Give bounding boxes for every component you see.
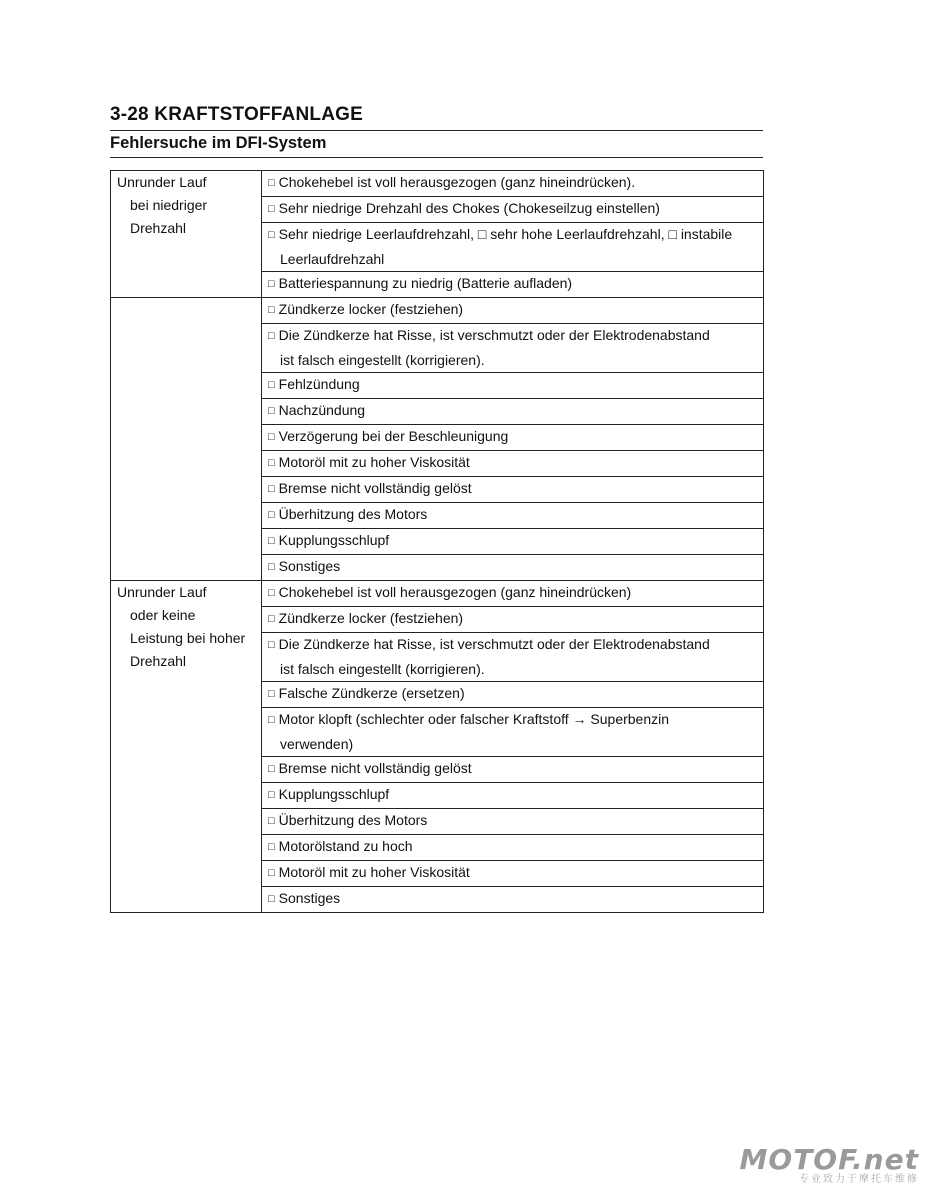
cause-cell — [262, 682, 764, 708]
checkbox-icon: □ — [268, 177, 275, 189]
cause-text: Motor klopft (schlechter oder falscher Kraftstoff → Superbenzin — [278, 711, 670, 727]
symptom-text: Unrunder Lauf — [117, 584, 207, 600]
cause-text: Bremse nicht vollständig gelöst — [278, 480, 472, 496]
checkbox-icon: □ — [268, 587, 275, 599]
checkbox-icon: □ — [268, 561, 275, 573]
cause-text: Motoröl mit zu hoher Viskosität — [278, 864, 470, 880]
checkbox-icon: □ — [268, 789, 275, 801]
cause-cell — [262, 451, 764, 477]
cause-cell — [262, 272, 764, 298]
table-row — [111, 171, 764, 197]
cause-text: Zündkerze locker (festziehen) — [278, 610, 464, 626]
cause-text: Falsche Zündkerze (ersetzen) — [278, 685, 465, 701]
symptom-text: Drehzahl — [130, 653, 187, 669]
cause-text: Die Zündkerze hat Risse, ist verschmutzt oder der Elektrodenabstand — [278, 636, 710, 652]
cause-cell — [262, 757, 764, 783]
cause-cell — [262, 503, 764, 529]
checkbox-icon: □ — [268, 379, 275, 391]
checkbox-icon: □ — [268, 330, 275, 342]
cause-cell — [262, 783, 764, 809]
cause-cell — [262, 581, 764, 607]
checkbox-icon: □ — [268, 763, 275, 775]
cause-cell — [262, 197, 764, 223]
cause-text: Sonstiges — [278, 558, 341, 574]
cause-text: Motoröl mit zu hoher Viskosität — [278, 454, 470, 470]
checkbox-icon: □ — [268, 535, 275, 547]
checkbox-icon: □ — [268, 457, 275, 469]
cause-text: Sonstiges — [278, 890, 341, 906]
page-title: 3-28 KRAFTSTOFFANLAGE — [110, 104, 763, 131]
cause-cell — [262, 835, 764, 861]
checkbox-icon: □ — [268, 867, 275, 879]
cause-cell — [262, 324, 764, 373]
troubleshooting-table — [110, 170, 764, 913]
checkbox-icon: □ — [268, 613, 275, 625]
table-row — [111, 298, 764, 324]
watermark — [739, 1143, 919, 1186]
checkbox-icon: □ — [268, 304, 275, 316]
cause-text: Bremse nicht vollständig gelöst — [278, 760, 472, 776]
cause-cell — [262, 399, 764, 425]
symptom-text: oder keine — [130, 607, 196, 623]
watermark-logo: MOTOF.net — [739, 1143, 919, 1176]
symptom-text: Leistung bei hoher — [130, 630, 246, 646]
cause-text: Batteriespannung zu niedrig (Batterie aufladen) — [278, 275, 573, 291]
cause-text: Sehr niedrige Leerlaufdrehzahl, □ sehr hohe Leerlaufdrehzahl, □ instabile — [278, 226, 733, 242]
checkbox-icon: □ — [268, 278, 275, 290]
cause-cell — [262, 171, 764, 197]
checkbox-icon: □ — [268, 431, 275, 443]
symptom-text: Unrunder Lauf — [117, 174, 207, 190]
table-row — [111, 581, 764, 607]
cause-text: Sehr niedrige Drehzahl des Chokes (Chokeseilzug einstellen) — [278, 200, 660, 216]
checkbox-icon: □ — [268, 483, 275, 495]
cause-text: Chokehebel ist voll herausgezogen (ganz hineindrücken). — [278, 174, 636, 190]
checkbox-icon: □ — [268, 203, 275, 215]
section-title: Fehlersuche im DFI-System — [110, 134, 763, 158]
cause-text: Nachzündung — [278, 402, 366, 418]
cause-cell — [262, 223, 764, 272]
cause-text: Zündkerze locker (festziehen) — [278, 301, 464, 317]
checkbox-icon: □ — [268, 639, 275, 651]
cause-cell — [262, 809, 764, 835]
cause-cell — [262, 555, 764, 581]
cause-text: Kupplungsschlupf — [278, 532, 390, 548]
checkbox-icon: □ — [268, 688, 275, 700]
cause-cell — [262, 425, 764, 451]
cause-text: Chokehebel ist voll herausgezogen (ganz hineindrücken) — [278, 584, 632, 600]
symptom-text: bei niedriger — [130, 197, 208, 213]
cause-text: Motorölstand zu hoch — [278, 838, 413, 854]
cause-cell — [262, 298, 764, 324]
cause-cell — [262, 529, 764, 555]
symptom-cell — [111, 581, 262, 913]
checkbox-icon: □ — [268, 893, 275, 905]
checkbox-icon: □ — [268, 714, 275, 726]
cause-cell — [262, 633, 764, 682]
cause-text: Fehlzündung — [278, 376, 360, 392]
cause-cell — [262, 607, 764, 633]
cause-cell — [262, 477, 764, 503]
checkbox-icon: □ — [268, 229, 275, 241]
cause-cell — [262, 373, 764, 399]
watermark-subtitle: 专业致力于摩托车维修 — [799, 1174, 919, 1185]
checkbox-icon: □ — [268, 509, 275, 521]
symptom-text: Drehzahl — [130, 220, 187, 236]
cause-text: Leerlaufdrehzahl — [280, 251, 385, 267]
cause-cell — [262, 887, 764, 913]
cause-text: Verzögerung bei der Beschleunigung — [278, 428, 509, 444]
checkbox-icon: □ — [268, 405, 275, 417]
cause-text: Die Zündkerze hat Risse, ist verschmutzt oder der Elektrodenabstand — [278, 327, 710, 343]
cause-text: Überhitzung des Motors — [278, 812, 428, 828]
checkbox-icon: □ — [268, 841, 275, 853]
cause-text: Überhitzung des Motors — [278, 506, 428, 522]
cause-text: verwenden) — [280, 736, 354, 752]
symptom-cell — [111, 298, 262, 581]
cause-text: Kupplungsschlupf — [278, 786, 390, 802]
cause-text: ist falsch eingestellt (korrigieren). — [280, 661, 485, 677]
cause-cell — [262, 861, 764, 887]
cause-text: ist falsch eingestellt (korrigieren). — [280, 352, 485, 368]
checkbox-icon: □ — [268, 815, 275, 827]
cause-cell — [262, 708, 764, 757]
symptom-cell — [111, 171, 262, 298]
